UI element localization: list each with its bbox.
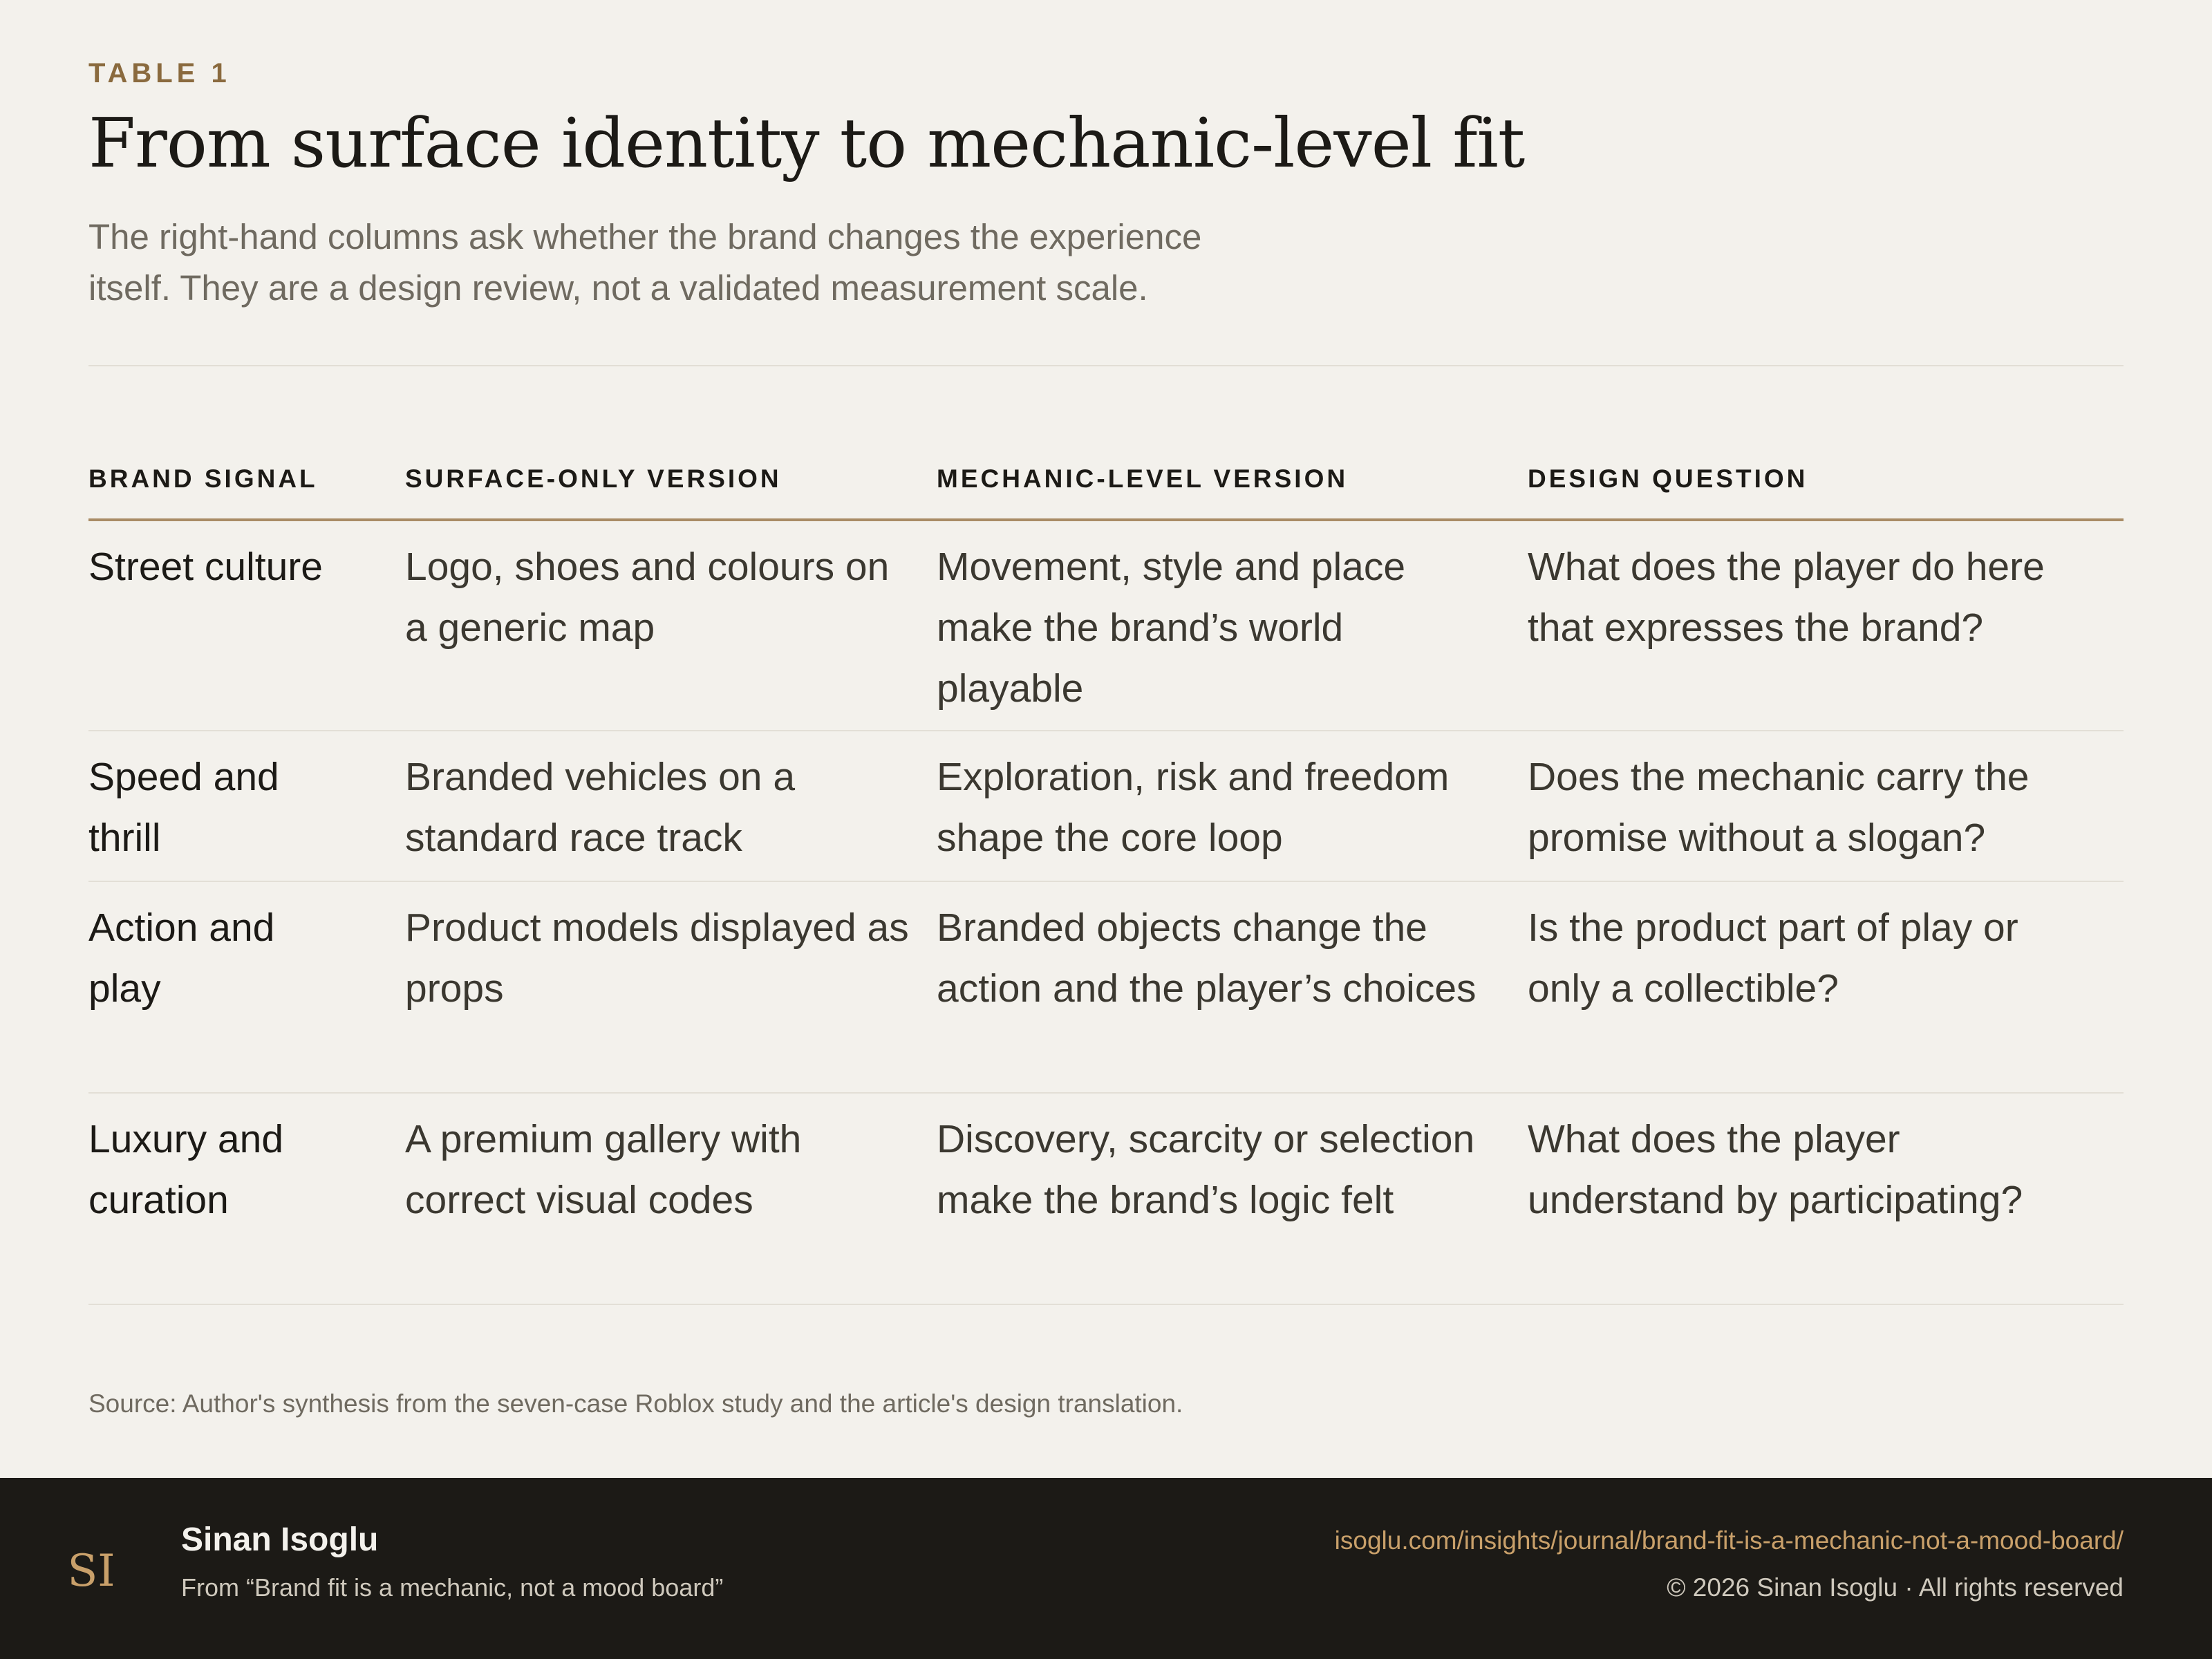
table-header-row [88, 456, 2124, 521]
table-cell-mechanic-level: Movement, style and place make the brand’s world playable [937, 545, 1406, 711]
table-cell-brand-signal: Action and play [88, 906, 275, 1011]
table-eyebrow: TABLE 1 [88, 58, 231, 88]
table-cell-surface-only: A premium gallery with correct visual codes [405, 1117, 802, 1222]
source-note: Source: Author's synthesis from the seven-case Roblox study and the article's design translation. [88, 1389, 1183, 1418]
column-header-design-question: DESIGN QUESTION [1528, 465, 1808, 493]
table-cell-brand-signal: Luxury and curation [88, 1117, 284, 1222]
table-cell-mechanic-level: Exploration, risk and freedom shape the core loop [937, 755, 1450, 860]
column-header-brand-signal: BRAND SIGNAL [88, 465, 318, 493]
logo-text: SI [67, 1546, 115, 1597]
divider [88, 365, 2124, 366]
article-reference: From “Brand fit is a mechanic, not a mood board” [181, 1573, 724, 1602]
si-monogram-logo-icon [64, 1543, 119, 1598]
column-header-surface-only: SURFACE-ONLY VERSION [405, 465, 782, 493]
table-row [88, 521, 2124, 731]
table-cell-design-question: Is the product part of play or only a collectible? [1528, 906, 2018, 1011]
table-cell-brand-signal: Speed and thrill [88, 755, 279, 860]
table-cell-mechanic-level: Discovery, scarcity or selection make the brand’s logic felt [937, 1117, 1475, 1222]
table-row [88, 1094, 2124, 1305]
table-row [88, 882, 2124, 1094]
table-cell-brand-signal: Street culture [88, 545, 323, 589]
author-name: Sinan Isoglu [181, 1521, 379, 1558]
comparison-table [88, 456, 2124, 1305]
footer [0, 1478, 2212, 1659]
copyright-notice: © 2026 Sinan Isoglu · All rights reserved [1667, 1573, 2124, 1602]
page-title: From surface identity to mechanic-level fit [88, 104, 1525, 183]
article-link[interactable]: isoglu.com/insights/journal/brand-fit-is-a-mechanic-not-a-mood-board/ [1334, 1526, 2124, 1555]
column-header-mechanic-level: MECHANIC-LEVEL VERSION [937, 465, 1349, 493]
table-row [88, 731, 2124, 882]
page-subtitle: The right-hand columns ask whether the brand changes the experience itself. They are a design review, not a validated measurement scale. [88, 217, 1202, 308]
table-cell-design-question: Does the mechanic carry the promise without a slogan? [1528, 755, 2030, 860]
table-cell-surface-only: Branded vehicles on a standard race track [405, 755, 796, 860]
table-cell-design-question: What does the player understand by participating? [1528, 1117, 2023, 1222]
table-cell-design-question: What does the player do here that expresses the brand? [1528, 545, 2045, 650]
table-cell-mechanic-level: Branded objects change the action and the player’s choices [937, 906, 1477, 1011]
table-cell-surface-only: Logo, shoes and colours on a generic map [405, 545, 890, 650]
table-cell-surface-only: Product models displayed as props [405, 906, 909, 1011]
